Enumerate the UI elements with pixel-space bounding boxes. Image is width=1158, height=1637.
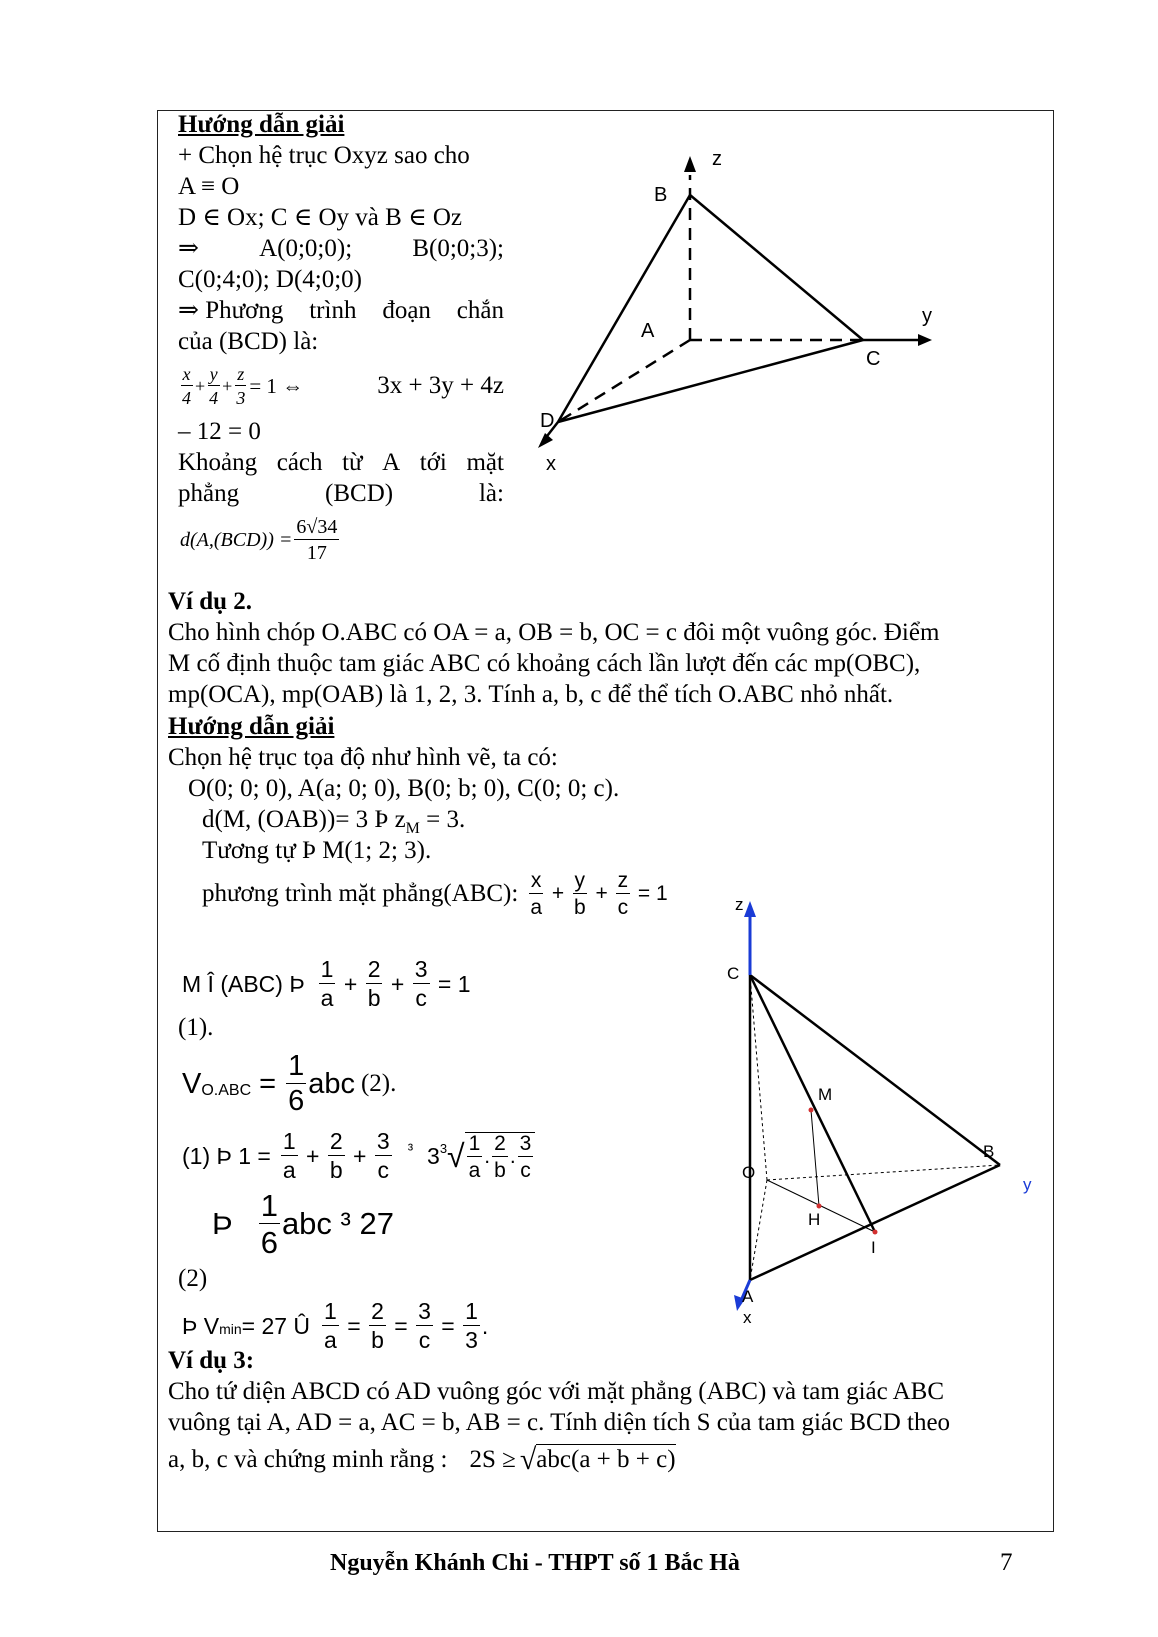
- z-arrow-icon: [684, 156, 696, 172]
- x-axis-dashed: [558, 340, 690, 422]
- text-line: của (BCD) là:: [178, 328, 319, 355]
- volume-bound: Þ $\frac{1}{6}$ abc ³ 27: [212, 1188, 394, 1260]
- y-label: y: [922, 305, 932, 327]
- text-line: – 12 = 0: [178, 418, 261, 445]
- edge-bd: [558, 195, 690, 422]
- footer-author: Nguyễn Khánh Chi - THPT số 1 Bắc Hà: [330, 1550, 740, 1576]
- text-line: phẳng (BCD) là:: [178, 480, 504, 507]
- text-line: C(0;4;0); D(4;0;0): [178, 266, 363, 293]
- text-line: (2): [178, 1265, 208, 1292]
- point-b-label: B: [654, 184, 668, 206]
- edge-bc: [690, 195, 863, 340]
- point-m-label: M: [818, 1085, 833, 1104]
- radical-icon: √: [447, 1138, 465, 1174]
- z-label: z: [712, 148, 722, 170]
- text-line: D ∈ Ox; C ∈ Oy và B ∈ Oz: [178, 204, 462, 231]
- point-c-label: C: [727, 964, 740, 983]
- x-label: x: [546, 453, 556, 475]
- plane-abc-equation: phương trình mặt phẳng(ABC): $\frac{x}{a}$ + $\frac{y}{b}$ + $\frac{z}{c}$ = 1: [202, 869, 668, 919]
- point-o-label: O: [742, 1163, 756, 1182]
- text-line: (1).: [178, 1014, 214, 1041]
- solution-heading: Hướng dẫn giải: [168, 713, 335, 740]
- point-a-label: A: [742, 1287, 754, 1306]
- point-c-label: C: [866, 348, 881, 370]
- text-line: M cố định thuộc tam giác ABC có khoảng cách lần lượt đến các mp(OBC),: [168, 650, 921, 677]
- edge-cd: [558, 340, 863, 422]
- segment-oa: [750, 1180, 767, 1280]
- example-3-title: Ví dụ 3:: [168, 1347, 255, 1374]
- tetrahedron-figure-1: [540, 150, 970, 480]
- text-line: d(M, (OAB))= 3 Þ $z_M = 3$.: [202, 806, 466, 837]
- text-line: Chọn hệ trục tọa độ như hình vẽ, ta có:: [168, 744, 558, 771]
- point-b-label: B: [983, 1142, 995, 1161]
- text-line: O(0; 0; 0), A(a; 0; 0), B(0; b; 0), C(0; 0; c).: [188, 775, 620, 802]
- text-line: Khoảng cách từ A tới mặt: [178, 449, 504, 476]
- segment-mh: [811, 1110, 819, 1206]
- point-h-label: H: [808, 1210, 821, 1229]
- pyramid-figure-2: [715, 895, 1045, 1327]
- page-number: 7: [1000, 1549, 1013, 1576]
- segment-ci: [750, 975, 875, 1232]
- m-in-plane-equation: M Î (ABC) Þ $\frac{1}{a}$ + $\frac{2}{b}$ + $\frac{3}{c}$ = 1: [182, 956, 471, 1011]
- text-line: A ≡ O: [178, 173, 240, 200]
- text-line: vuông tại A, AD = a, AC = b, AB = c. Tính diện tích S của tam giác BCD theo: [168, 1409, 951, 1436]
- intercept-equation: $\frac{x}{4}$ + $\frac{y}{4}$ + $\frac{z}{3}$ = 1 ⇔ 3x + 3y + 4z: [182, 364, 504, 408]
- point-i-label: I: [871, 1238, 876, 1257]
- text-line: mp(OCA), mp(OAB) là 1, 2, 3. Tính a, b, c để thể tích O.ABC nhỏ nhất.: [168, 681, 894, 708]
- x-label: x: [743, 1308, 752, 1327]
- text-line: Cho tứ diện ABCD có AD vuông góc với mặt phẳng (ABC) và tam giác ABC: [168, 1378, 945, 1405]
- point-h-dot: [817, 1204, 822, 1209]
- edge-ab: [750, 1165, 1000, 1280]
- segment-ob: [767, 1165, 1000, 1180]
- volume-formula: V $_{O.ABC}$ = $\frac{1}{6}$ abc (2).: [182, 1050, 397, 1117]
- example-2-title: Ví dụ 2.: [168, 588, 253, 615]
- point-m-dot: [809, 1108, 814, 1113]
- y-arrow-icon: [918, 334, 932, 346]
- radical-icon: √: [519, 1442, 537, 1476]
- edge-cb: [750, 975, 1000, 1165]
- text-line: a, b, c và chứng minh rằng : 2S ≥ √ abc(a + b + c): [168, 1442, 676, 1476]
- y-label: y: [1023, 1175, 1032, 1194]
- point-d-label: D: [540, 410, 555, 432]
- distance-formula: d(A,(BCD)) = $\frac{6√34}{17}$: [180, 516, 338, 564]
- am-gm-inequality: (1) Þ 1 = $\frac{1}{a}$ + $\frac{2}{b}$ + $\frac{3}{c}$ ³ 3 $^3$ √ $\frac{1}{a}$ . $\frac{2}{b}$ . $\frac{3}{c}$: [182, 1130, 535, 1182]
- solution-heading: Hướng dẫn giải: [178, 111, 345, 138]
- z-label: z: [735, 895, 744, 914]
- point-a-label: A: [641, 320, 655, 342]
- text-line: Tương tự Þ M(1; 2; 3).: [202, 837, 432, 864]
- text-line: Cho hình chóp O.ABC có OA = a, OB = b, OC = c đôi một vuông góc. Điểm: [168, 619, 940, 646]
- point-i-dot: [873, 1230, 878, 1235]
- x-arrow-icon: [538, 433, 553, 448]
- vmin-result: Þ V min = 27 Û $\frac{1}{a}$ = $\frac{2}{b}$ = $\frac{3}{c}$ = $\frac{1}{3}$ .: [182, 1298, 489, 1353]
- text-line: ⇒ Phương trình đoạn chắn: [178, 297, 504, 324]
- text-line: ⇒ A(0;0;0); B(0;0;3);: [178, 235, 504, 262]
- text-line: + Chọn hệ trục Oxyz sao cho: [178, 142, 470, 169]
